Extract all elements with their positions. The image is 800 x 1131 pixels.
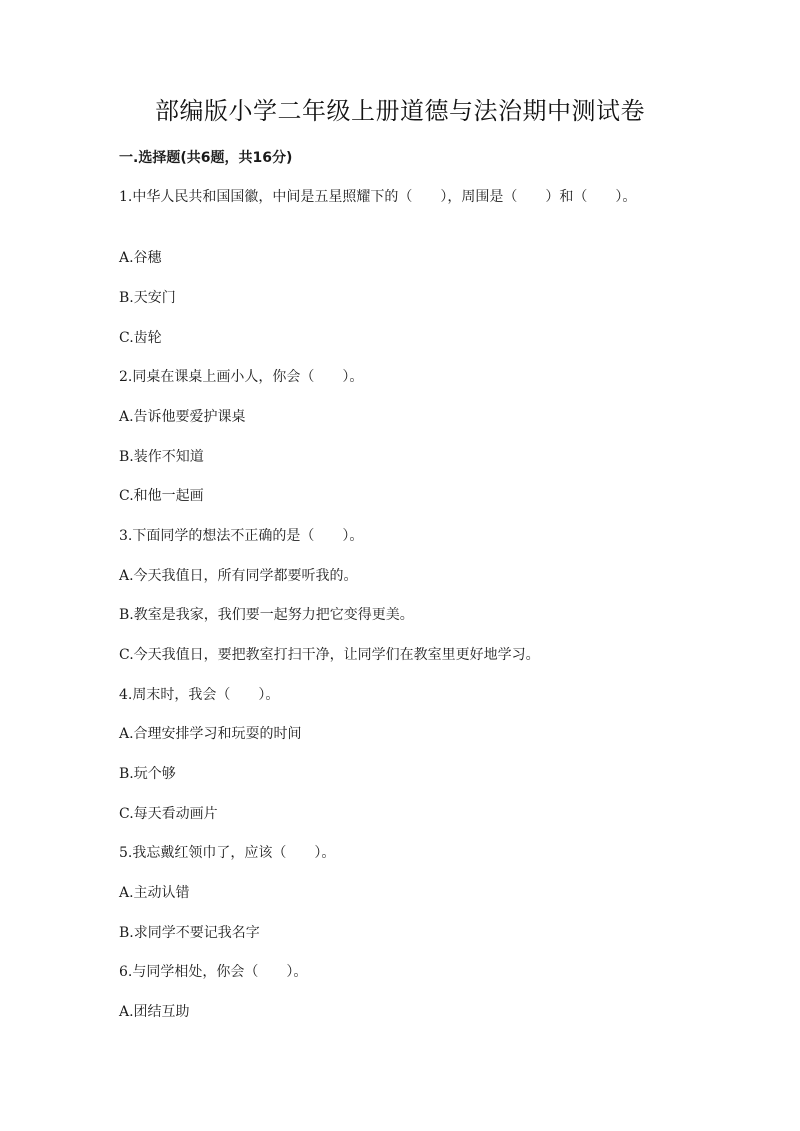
question-2-option-b: B.装作不知道 xyxy=(119,449,204,465)
question-3-option-a: A.今天我值日，所有同学都要听我的。 xyxy=(119,568,358,584)
question-5-stem: 5.我忘戴红领巾了，应该（ ）。 xyxy=(119,845,336,861)
question-1-option-a: A.谷穗 xyxy=(119,250,162,266)
question-4-stem: 4.周末时，我会（ ）。 xyxy=(119,687,280,703)
question-6-option-a: A.团结互助 xyxy=(119,1004,190,1020)
question-3-option-b: B.教室是我家，我们要一起努力把它变得更美。 xyxy=(119,607,414,623)
question-4-option-a: A.合理安排学习和玩耍的时间 xyxy=(119,726,302,742)
question-4-option-b: B.玩个够 xyxy=(119,766,176,782)
question-5-option-a: A.主动认错 xyxy=(119,885,190,901)
question-5-option-b: B.求同学不要记我名字 xyxy=(119,925,260,941)
question-3-stem: 3.下面同学的想法不正确的是（ ）。 xyxy=(119,528,364,544)
question-1-option-b: B.天安门 xyxy=(119,290,176,306)
question-6-stem: 6.与同学相处，你会（ ）。 xyxy=(119,964,308,980)
question-2-stem: 2.同桌在课桌上画小人，你会（ ）。 xyxy=(119,369,364,385)
question-1-stem: 1.中华人民共和国国徽，中间是五星照耀下的（ ），周围是（ ）和（ ）。 xyxy=(119,189,637,205)
question-2-option-a: A.告诉他要爱护课桌 xyxy=(119,409,246,425)
section-heading: 一.选择题(共6题，共16分) xyxy=(119,150,293,166)
question-2-option-c: C.和他一起画 xyxy=(119,488,204,504)
question-4-option-c: C.每天看动画片 xyxy=(119,806,218,822)
page-title: 部编版小学二年级上册道德与法治期中测试卷 xyxy=(155,97,645,125)
question-3-option-c: C.今天我值日，要把教室打扫干净，让同学们在教室里更好地学习。 xyxy=(119,647,540,663)
question-1-option-c: C.齿轮 xyxy=(119,330,162,346)
